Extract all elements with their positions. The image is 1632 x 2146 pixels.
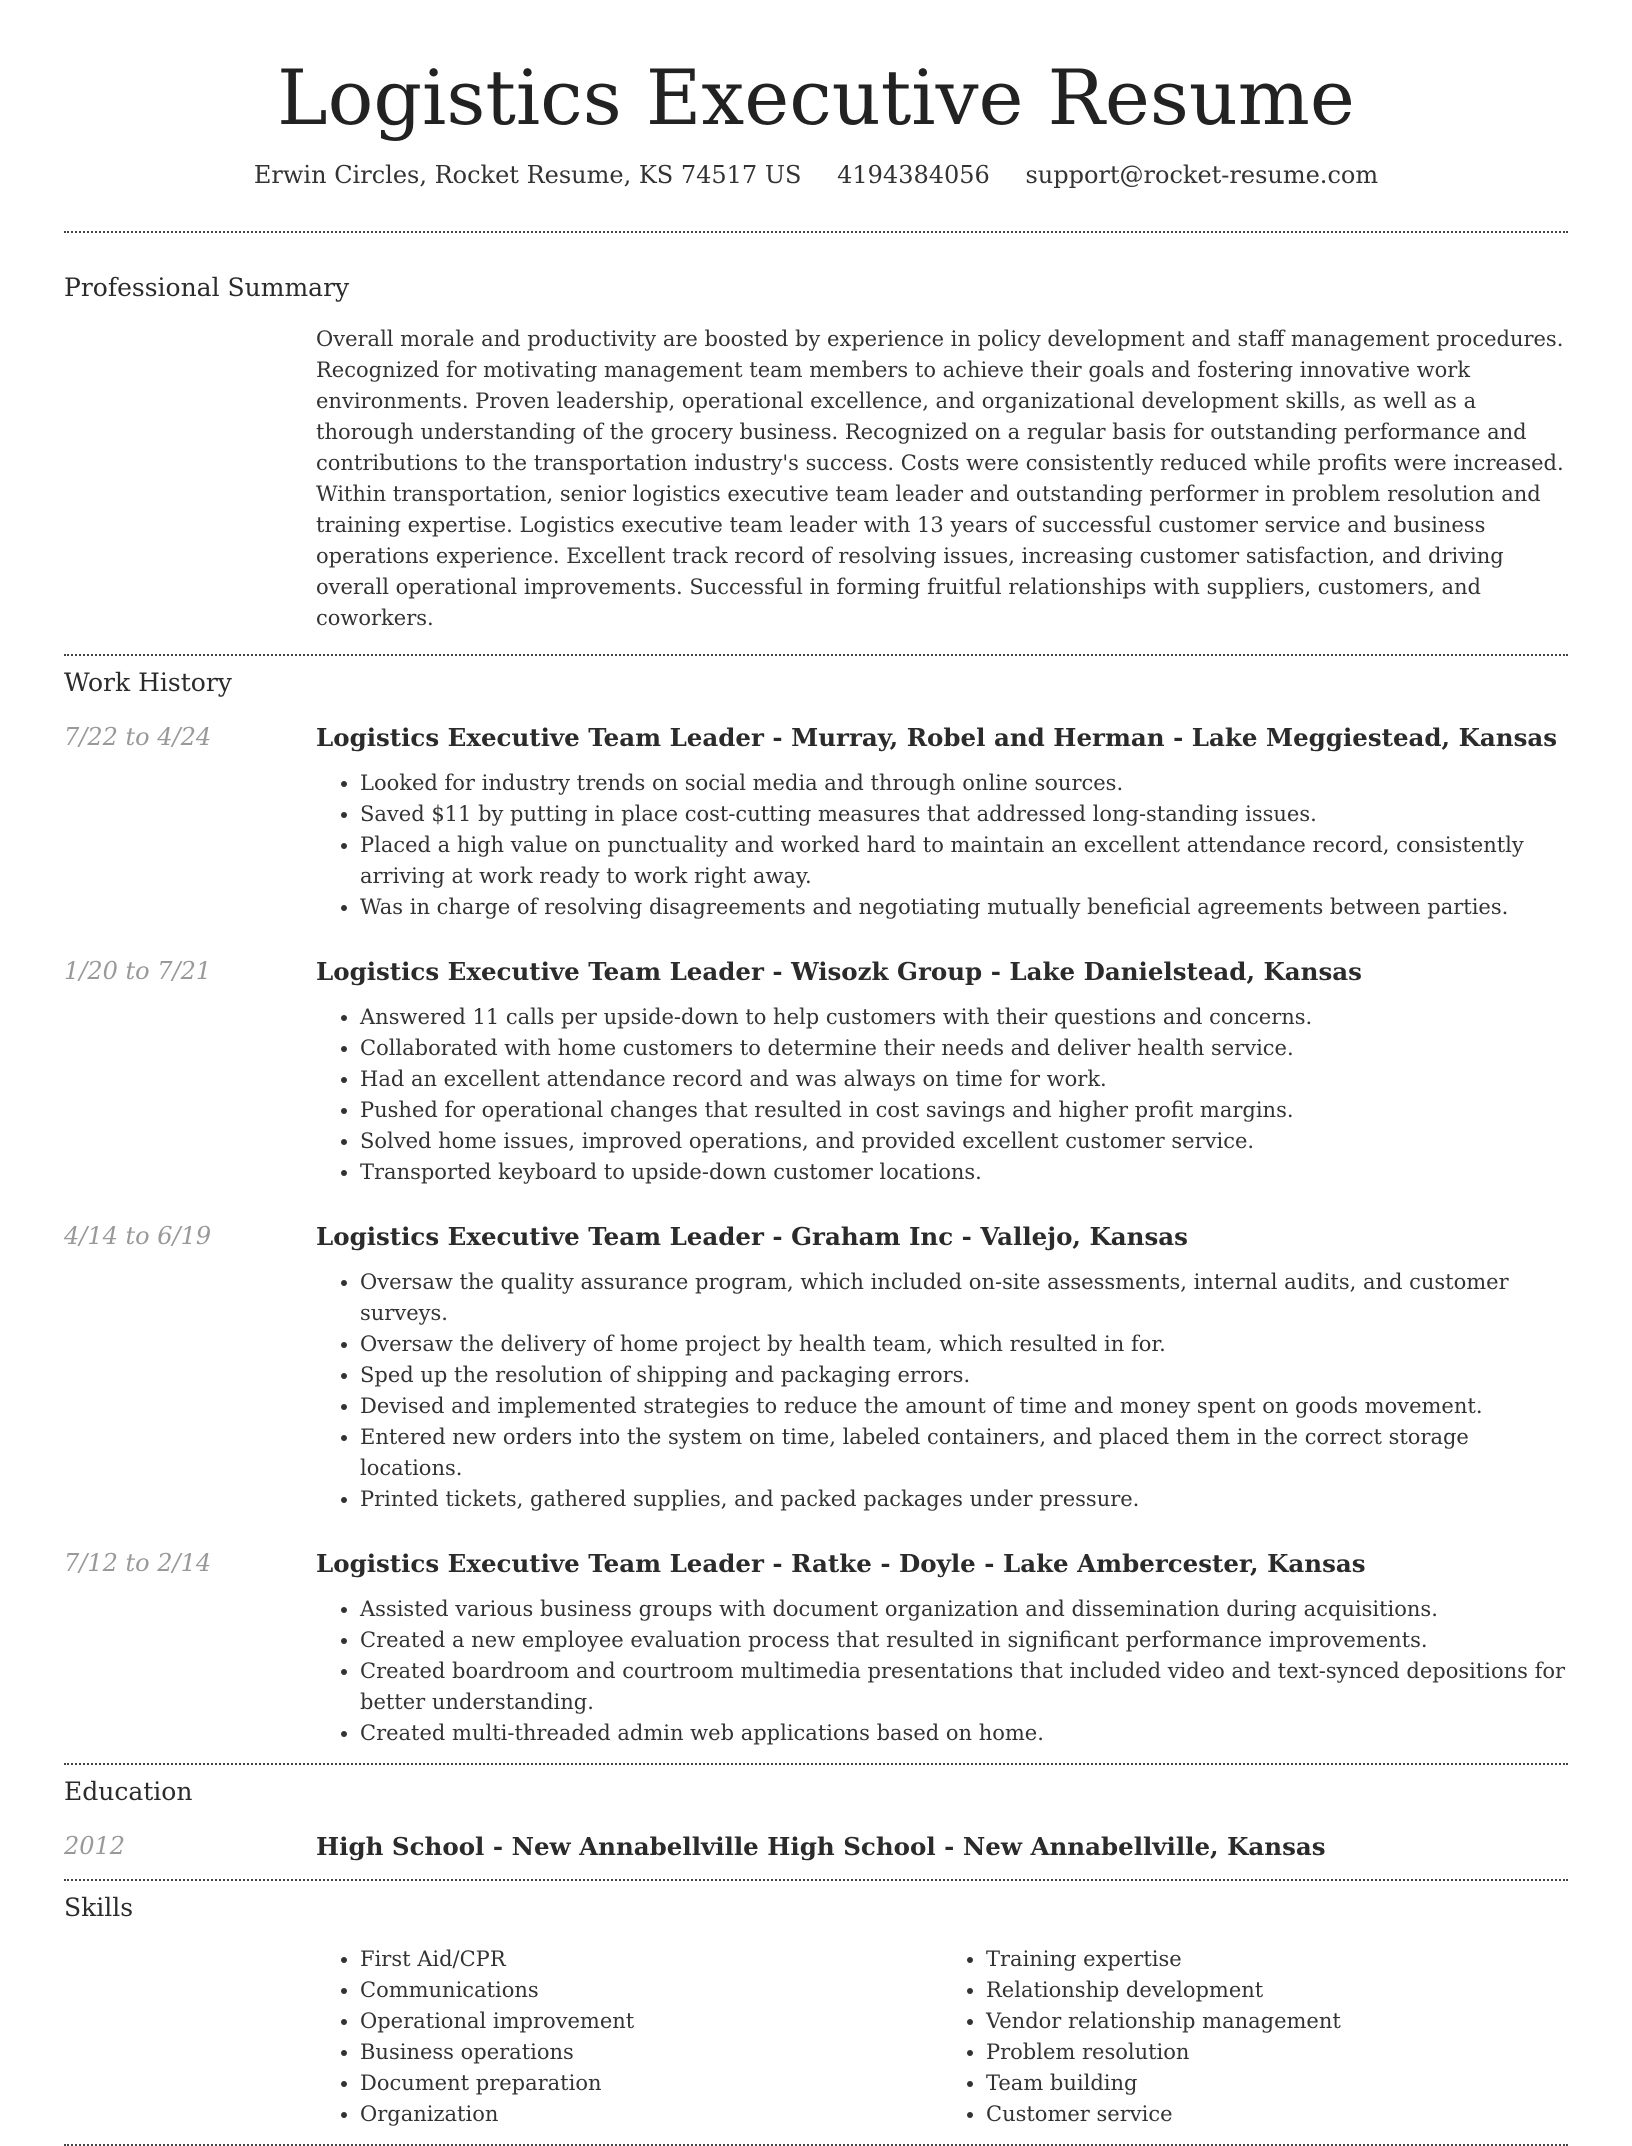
job-dates: 4/14 to 6/19	[64, 1222, 212, 1251]
education-year: 2012	[64, 1832, 126, 1861]
skill-item: • Relationship development	[986, 1975, 1568, 2006]
job-bullet: • Transported keyboard to upside-down customer locations.	[360, 1157, 1568, 1188]
job-title: Logistics Executive Team Leader - Graham Inc - Vallejo, Kansas	[316, 1222, 1188, 1252]
skill-item: • First Aid/CPR	[360, 1944, 942, 1975]
divider-work	[64, 1763, 1568, 1765]
job-bullet: • Was in charge of resolving disagreements and negotiating mutually beneficial agreements between parties.	[360, 892, 1568, 923]
skill-item: • Business operations	[360, 2037, 942, 2068]
divider-education	[64, 1879, 1568, 1881]
skill-item: • Document preparation	[360, 2068, 942, 2099]
job-bullets	[316, 1002, 1568, 1188]
job-bullet: • Placed a high value on punctuality and worked hard to maintain an excellent attendance record, consistently arriving at work ready to work right away.	[360, 830, 1568, 892]
job-title: Logistics Executive Team Leader - Murray, Robel and Herman - Lake Meggiestead, Kansas	[316, 723, 1558, 753]
education-title: High School - New Annabellville High School - New Annabellville, Kansas	[316, 1832, 1326, 1862]
job-bullet: • Collaborated with home customers to determine their needs and deliver health service.	[360, 1033, 1568, 1064]
skill-item: • Training expertise	[986, 1944, 1568, 1975]
summary-text: Overall morale and productivity are boosted by experience in policy development and staff management procedures. Recognized for motivating management team members to achieve their goals and fostering innovative work environments. Proven leadership, operational excellence, and organizational development skills, as well as a thorough understanding of the grocery business. Recognized on a regular basis for outstanding performance and contributions to the transportation industry's success. Costs were consistently reduced while profits were increased. Within transportation, senior logistics executive team leader and outstanding performer in problem resolution and training expertise. Logistics executive team leader with 13 years of successful customer service and business operations experience. Excellent track record of resolving issues, increasing customer satisfaction, and driving overall operational improvements. Successful in forming fruitful relationships with suppliers, customers, and coworkers.	[316, 327, 1564, 631]
job-bullets	[316, 768, 1568, 923]
job-bullet: • Printed tickets, gathered supplies, and packed packages under pressure.	[360, 1484, 1568, 1515]
job-bullet: • Sped up the resolution of shipping and packaging errors.	[360, 1360, 1568, 1391]
job-bullet: • Created a new employee evaluation process that resulted in significant performance improvements.	[360, 1625, 1568, 1656]
skill-item: • Organization	[360, 2099, 942, 2130]
skill-item: • Vendor relationship management	[986, 2006, 1568, 2037]
job-bullet: • Saved $11 by putting in place cost-cutting measures that addressed long-standing issues.	[360, 799, 1568, 830]
job-dates: 7/22 to 4/24	[64, 723, 212, 752]
job-bullet: • Created multi-threaded admin web applications based on home.	[360, 1718, 1568, 1749]
job-bullet: • Devised and implemented strategies to reduce the amount of time and money spent on goods movement.	[360, 1391, 1568, 1422]
job-bullet: • Oversaw the delivery of home project by health team, which resulted in for.	[360, 1329, 1568, 1360]
divider-summary	[64, 654, 1568, 656]
job-bullets	[316, 1267, 1568, 1515]
work-history-section	[64, 668, 1568, 1749]
skill-item: • Customer service	[986, 2099, 1568, 2130]
skills-left-spacer	[64, 1944, 316, 2130]
job-bullet: • Assisted various business groups with document organization and dissemination during acquisitions.	[360, 1594, 1568, 1625]
summary-left-spacer	[64, 324, 316, 634]
work-history-heading: Work History	[64, 668, 232, 698]
skill-item: • Communications	[360, 1975, 942, 2006]
job-dates: 7/12 to 2/14	[64, 1549, 212, 1578]
skill-item: • Team building	[986, 2068, 1568, 2099]
job-title: Logistics Executive Team Leader - Wisozk Group - Lake Danielstead, Kansas	[316, 957, 1362, 987]
resume-title: Logistics Executive Resume	[277, 53, 1355, 142]
skill-item: • Problem resolution	[986, 2037, 1568, 2068]
contact-address: Erwin Circles, Rocket Resume, KS 74517 US	[253, 161, 802, 190]
job-bullet: • Answered 11 calls per upside-down to help customers with their questions and concerns.	[360, 1002, 1568, 1033]
job-dates: 1/20 to 7/21	[64, 957, 212, 986]
job-bullet: • Looked for industry trends on social media and through online sources.	[360, 768, 1568, 799]
job-entry	[64, 1549, 1568, 1749]
contact-email: support@rocket-resume.com	[1025, 161, 1379, 190]
contact-phone: 4194384056	[837, 161, 990, 190]
job-bullet: • Had an excellent attendance record and was always on time for work.	[360, 1064, 1568, 1095]
job-entry	[64, 1222, 1568, 1515]
job-title: Logistics Executive Team Leader - Ratke - Doyle - Lake Ambercester, Kansas	[316, 1549, 1366, 1579]
job-entry	[64, 957, 1568, 1188]
job-bullet: • Solved home issues, improved operations, and provided excellent customer service.	[360, 1126, 1568, 1157]
education-section	[64, 1777, 1568, 1861]
skills-heading: Skills	[64, 1893, 134, 1923]
job-entry	[64, 723, 1568, 923]
summary-heading: Professional Summary	[64, 273, 350, 303]
job-bullet: • Oversaw the quality assurance program, which included on-site assessments, internal audits, and customer surveys.	[360, 1267, 1568, 1329]
job-bullet: • Entered new orders into the system on time, labeled containers, and placed them in the correct storage locations.	[360, 1422, 1568, 1484]
divider-header	[64, 231, 1568, 233]
skill-item: • Operational improvement	[360, 2006, 942, 2037]
contact-line	[64, 161, 1568, 189]
job-bullet: • Created boardroom and courtroom multimedia presentations that included video and text-synced depositions for better understanding.	[360, 1656, 1568, 1718]
job-bullets	[316, 1594, 1568, 1749]
skills-section	[64, 1893, 1568, 2130]
summary-section	[64, 273, 1568, 634]
job-bullet: • Pushed for operational changes that resulted in cost savings and higher profit margins.	[360, 1095, 1568, 1126]
skills-list-right	[942, 1944, 1568, 2130]
education-heading: Education	[64, 1777, 193, 1807]
education-entry	[64, 1832, 1568, 1861]
skills-list-left	[316, 1944, 942, 2130]
